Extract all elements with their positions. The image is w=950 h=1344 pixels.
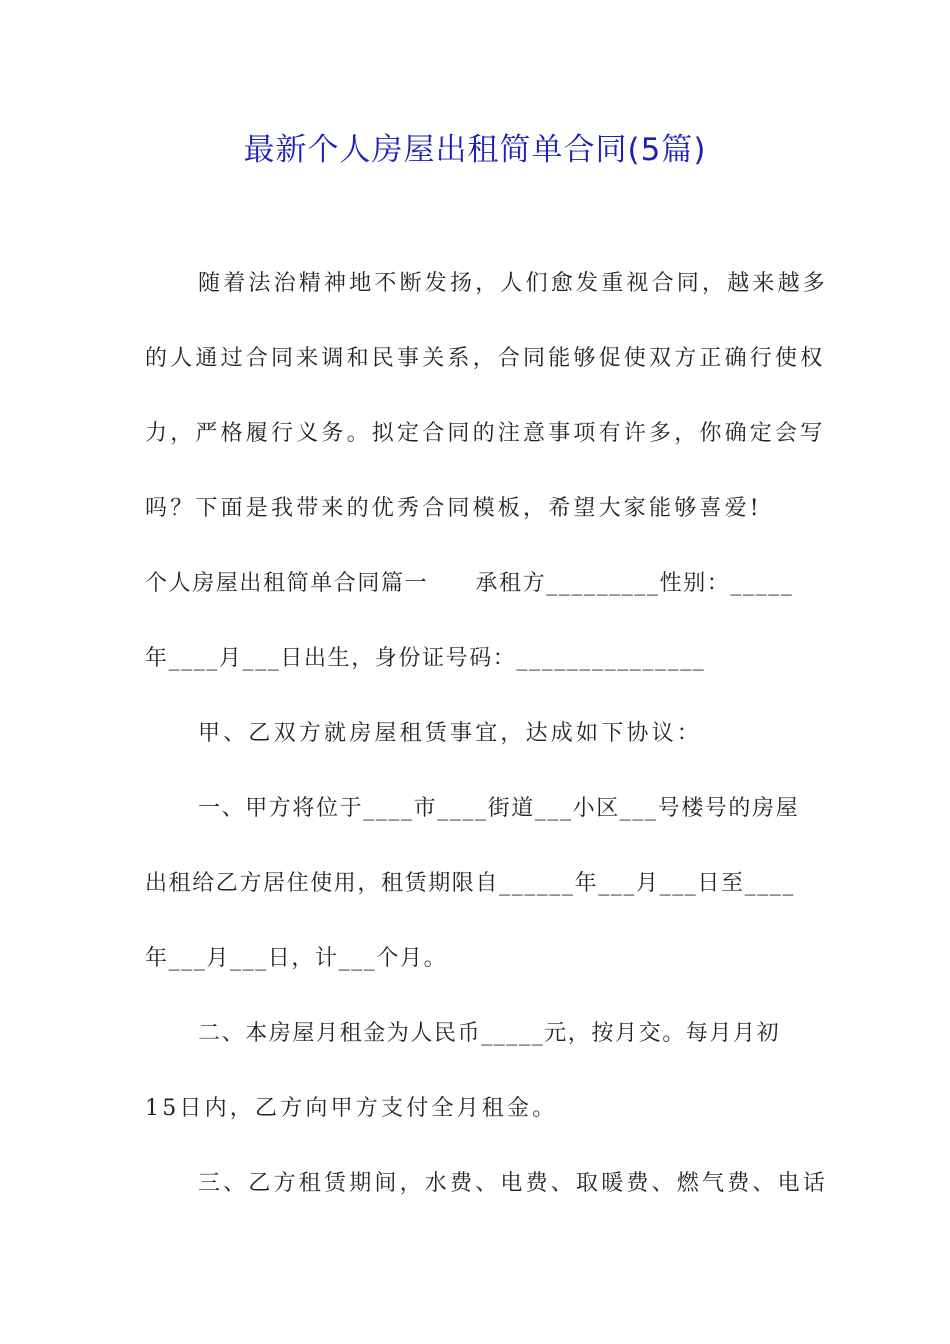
paragraph-line: 个人房屋出租简单合同篇一 承租方_________性别：_____ <box>145 571 794 596</box>
paragraph-line: 年___月___日，计___个月。 <box>145 946 448 971</box>
paragraph-line: 年____月___日出生，身份证号码：_______________ <box>145 646 706 671</box>
paragraph-line: 的人通过合同来调和民事关系，合同能够促使双方正确行使权 <box>145 346 826 371</box>
paragraph-line: 吗？下面是我带来的优秀合同模板，希望大家能够喜爱! <box>145 496 762 521</box>
paragraph-line: 三、乙方租赁期间，水费、电费、取暖费、燃气费、电话 <box>198 1171 829 1196</box>
document-title: 最新个人房屋出租简单合同(5篇) <box>243 132 707 168</box>
paragraph-line: 二、本房屋月租金为人民币_____元，按月交。每月月初 <box>198 1021 781 1046</box>
paragraph-line: 力，严格履行义务。拟定合同的注意事项有许多，你确定会写 <box>145 421 826 446</box>
paragraph-line: 出租给乙方居住使用，租赁期限自______年___月___日至____ <box>145 871 796 896</box>
paragraph-line: 随着法治精神地不断发扬，人们愈发重视合同，越来越多 <box>198 271 829 296</box>
paragraph-line: 15日内，乙方向甲方支付全月租金。 <box>145 1096 558 1121</box>
paragraph-line: 一、甲方将位于____市____街道___小区___号楼号的房屋 <box>198 796 800 821</box>
paragraph-line: 甲、乙双方就房屋租赁事宜，达成如下协议： <box>198 721 703 746</box>
